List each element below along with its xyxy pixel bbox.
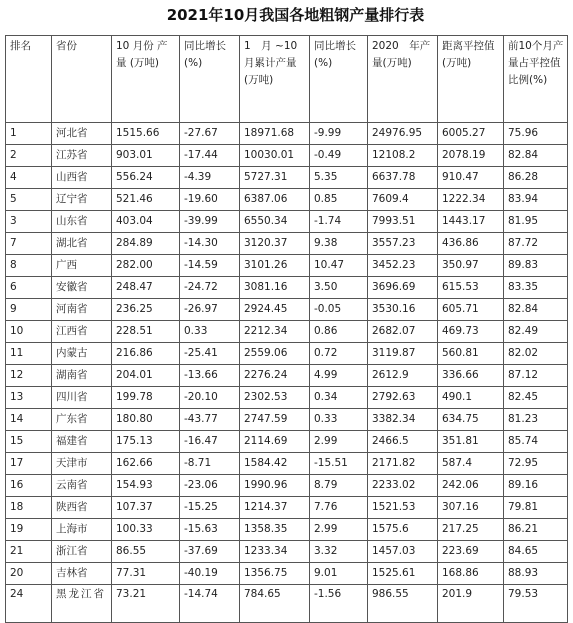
cell-cumulative-output: 1233.34 <box>240 541 310 563</box>
cell-province: 山东省 <box>52 211 112 233</box>
cell-october-output: 216.86 <box>112 343 180 365</box>
cell-october-yoy: -24.72 <box>180 277 240 299</box>
cell-rank: 20 <box>6 563 52 585</box>
cell-cap-ratio: 81.23 <box>504 409 568 431</box>
cell-gap-to-cap: 469.73 <box>438 321 504 343</box>
cell-2020-output: 24976.95 <box>368 123 438 145</box>
cell-gap-to-cap: 1222.34 <box>438 189 504 211</box>
cell-cumulative-output: 2747.59 <box>240 409 310 431</box>
cell-october-yoy: -15.63 <box>180 519 240 541</box>
cell-october-yoy: -4.39 <box>180 167 240 189</box>
cell-gap-to-cap: 605.71 <box>438 299 504 321</box>
cell-2020-output: 2612.9 <box>368 365 438 387</box>
cell-cumulative-output: 1214.37 <box>240 497 310 519</box>
cell-rank: 7 <box>6 233 52 255</box>
table-row <box>6 233 568 255</box>
cell-gap-to-cap: 2078.19 <box>438 145 504 167</box>
cell-october-yoy: -27.67 <box>180 123 240 145</box>
cell-october-output: 162.66 <box>112 453 180 475</box>
header-province: 省份 <box>52 36 112 123</box>
table-row <box>6 277 568 299</box>
cell-rank: 19 <box>6 519 52 541</box>
cell-gap-to-cap: 336.66 <box>438 365 504 387</box>
cell-cap-ratio: 83.94 <box>504 189 568 211</box>
cell-october-output: 236.25 <box>112 299 180 321</box>
cell-2020-output: 2233.02 <box>368 475 438 497</box>
cell-cap-ratio: 84.65 <box>504 541 568 563</box>
cell-rank: 4 <box>6 167 52 189</box>
cell-cumulative-yoy: 0.86 <box>310 321 368 343</box>
cell-october-output: 175.13 <box>112 431 180 453</box>
table-row <box>6 211 568 233</box>
cell-cap-ratio: 79.53 <box>504 585 568 623</box>
table-row <box>6 343 568 365</box>
cell-gap-to-cap: 307.16 <box>438 497 504 519</box>
cell-cumulative-yoy: -15.51 <box>310 453 368 475</box>
cell-cumulative-output: 2924.45 <box>240 299 310 321</box>
cell-october-yoy: -14.30 <box>180 233 240 255</box>
header-rank: 排名 <box>6 36 52 123</box>
cell-cumulative-output: 1358.35 <box>240 519 310 541</box>
cell-cumulative-yoy: 0.72 <box>310 343 368 365</box>
cell-cumulative-output: 18971.68 <box>240 123 310 145</box>
table-row <box>6 167 568 189</box>
table-row <box>6 563 568 585</box>
cell-gap-to-cap: 490.1 <box>438 387 504 409</box>
cell-cumulative-output: 3081.16 <box>240 277 310 299</box>
cell-rank: 17 <box>6 453 52 475</box>
cell-cap-ratio: 79.81 <box>504 497 568 519</box>
cell-cap-ratio: 82.84 <box>504 299 568 321</box>
cell-gap-to-cap: 223.69 <box>438 541 504 563</box>
cell-cumulative-yoy: 3.32 <box>310 541 368 563</box>
cell-province: 吉林省 <box>52 563 112 585</box>
cell-october-yoy: -16.47 <box>180 431 240 453</box>
cell-rank: 11 <box>6 343 52 365</box>
cell-cumulative-output: 2302.53 <box>240 387 310 409</box>
cell-cumulative-yoy: 7.76 <box>310 497 368 519</box>
cell-2020-output: 1457.03 <box>368 541 438 563</box>
cell-gap-to-cap: 217.25 <box>438 519 504 541</box>
cell-gap-to-cap: 350.97 <box>438 255 504 277</box>
cell-rank: 18 <box>6 497 52 519</box>
table-row <box>6 365 568 387</box>
table-row <box>6 255 568 277</box>
cell-2020-output: 3119.87 <box>368 343 438 365</box>
cell-cumulative-yoy: 0.33 <box>310 409 368 431</box>
cell-province: 河北省 <box>52 123 112 145</box>
table-row <box>6 585 568 623</box>
cell-rank: 3 <box>6 211 52 233</box>
table-row <box>6 387 568 409</box>
cell-cap-ratio: 88.93 <box>504 563 568 585</box>
cell-cap-ratio: 87.72 <box>504 233 568 255</box>
cell-gap-to-cap: 242.06 <box>438 475 504 497</box>
cell-cumulative-yoy: 3.50 <box>310 277 368 299</box>
cell-cumulative-output: 10030.01 <box>240 145 310 167</box>
cell-province: 江苏省 <box>52 145 112 167</box>
cell-cumulative-yoy: 9.01 <box>310 563 368 585</box>
cell-october-output: 107.37 <box>112 497 180 519</box>
cell-cumulative-output: 1990.96 <box>240 475 310 497</box>
cell-october-yoy: -14.59 <box>180 255 240 277</box>
steel-output-table <box>5 35 568 623</box>
cell-october-yoy: -8.71 <box>180 453 240 475</box>
cell-october-output: 282.00 <box>112 255 180 277</box>
cell-october-yoy: -23.06 <box>180 475 240 497</box>
cell-2020-output: 3557.23 <box>368 233 438 255</box>
header-cumulative-output: 1 月 ~10 月累计产量(万吨) <box>240 36 310 123</box>
table-row <box>6 475 568 497</box>
cell-october-output: 100.33 <box>112 519 180 541</box>
cell-gap-to-cap: 560.81 <box>438 343 504 365</box>
cell-cumulative-output: 784.65 <box>240 585 310 623</box>
cell-2020-output: 12108.2 <box>368 145 438 167</box>
cell-gap-to-cap: 168.86 <box>438 563 504 585</box>
cell-october-yoy: -20.10 <box>180 387 240 409</box>
cell-cap-ratio: 86.21 <box>504 519 568 541</box>
cell-october-output: 403.04 <box>112 211 180 233</box>
cell-cumulative-output: 2559.06 <box>240 343 310 365</box>
table-row <box>6 453 568 475</box>
cell-cumulative-yoy: 2.99 <box>310 431 368 453</box>
cell-rank: 6 <box>6 277 52 299</box>
cell-rank: 24 <box>6 585 52 623</box>
header-cap-ratio: 前10个月产量占平控值比例(%) <box>504 36 568 123</box>
cell-province: 广东省 <box>52 409 112 431</box>
header-row <box>6 36 568 123</box>
cell-october-output: 248.47 <box>112 277 180 299</box>
cell-october-yoy: -26.97 <box>180 299 240 321</box>
cell-october-yoy: -39.99 <box>180 211 240 233</box>
table-row <box>6 189 568 211</box>
cell-october-output: 521.46 <box>112 189 180 211</box>
cell-rank: 14 <box>6 409 52 431</box>
header-cumulative-yoy: 同比增长(%) <box>310 36 368 123</box>
cell-cap-ratio: 75.96 <box>504 123 568 145</box>
cell-gap-to-cap: 587.4 <box>438 453 504 475</box>
table-title: 2021年10月我国各地粗钢产量排行表 <box>166 6 425 24</box>
cell-2020-output: 2171.82 <box>368 453 438 475</box>
cell-october-yoy: -17.44 <box>180 145 240 167</box>
cell-cumulative-yoy: -9.99 <box>310 123 368 145</box>
cell-october-output: 199.78 <box>112 387 180 409</box>
cell-cumulative-yoy: -0.05 <box>310 299 368 321</box>
cell-2020-output: 2792.63 <box>368 387 438 409</box>
cell-rank: 9 <box>6 299 52 321</box>
cell-2020-output: 7609.4 <box>368 189 438 211</box>
cell-rank: 8 <box>6 255 52 277</box>
header-october-output: 10 月份 产 量 (万吨) <box>112 36 180 123</box>
cell-province: 上海市 <box>52 519 112 541</box>
cell-2020-output: 3530.16 <box>368 299 438 321</box>
cell-2020-output: 3696.69 <box>368 277 438 299</box>
cell-province: 江西省 <box>52 321 112 343</box>
cell-cumulative-output: 2276.24 <box>240 365 310 387</box>
cell-cap-ratio: 82.02 <box>504 343 568 365</box>
cell-cap-ratio: 85.74 <box>504 431 568 453</box>
cell-gap-to-cap: 351.81 <box>438 431 504 453</box>
cell-october-output: 228.51 <box>112 321 180 343</box>
cell-rank: 21 <box>6 541 52 563</box>
cell-cumulative-yoy: 0.34 <box>310 387 368 409</box>
cell-october-yoy: -19.60 <box>180 189 240 211</box>
cell-october-output: 903.01 <box>112 145 180 167</box>
cell-rank: 1 <box>6 123 52 145</box>
cell-cumulative-yoy: 9.38 <box>310 233 368 255</box>
cell-october-output: 556.24 <box>112 167 180 189</box>
cell-october-yoy: -13.66 <box>180 365 240 387</box>
table-row <box>6 431 568 453</box>
cell-cumulative-yoy: -0.49 <box>310 145 368 167</box>
cell-october-output: 73.21 <box>112 585 180 623</box>
cell-province: 浙江省 <box>52 541 112 563</box>
cell-province: 河南省 <box>52 299 112 321</box>
cell-october-output: 180.80 <box>112 409 180 431</box>
cell-october-yoy: -14.74 <box>180 585 240 623</box>
cell-province: 福建省 <box>52 431 112 453</box>
cell-2020-output: 1575.6 <box>368 519 438 541</box>
cell-rank: 12 <box>6 365 52 387</box>
cell-october-yoy: -25.41 <box>180 343 240 365</box>
cell-cumulative-yoy: 0.85 <box>310 189 368 211</box>
table-row <box>6 541 568 563</box>
cell-2020-output: 7993.51 <box>368 211 438 233</box>
cell-gap-to-cap: 615.53 <box>438 277 504 299</box>
cell-province: 云南省 <box>52 475 112 497</box>
cell-2020-output: 6637.78 <box>368 167 438 189</box>
header-gap-to-cap: 距离平控值(万吨) <box>438 36 504 123</box>
cell-october-output: 284.89 <box>112 233 180 255</box>
cell-cumulative-output: 1356.75 <box>240 563 310 585</box>
cell-october-output: 154.93 <box>112 475 180 497</box>
cell-cumulative-yoy: 10.47 <box>310 255 368 277</box>
table-row <box>6 299 568 321</box>
header-october-yoy: 同比增长(%) <box>180 36 240 123</box>
cell-province: 辽宁省 <box>52 189 112 211</box>
cell-2020-output: 2682.07 <box>368 321 438 343</box>
cell-cumulative-output: 2212.34 <box>240 321 310 343</box>
cell-cap-ratio: 82.84 <box>504 145 568 167</box>
cell-gap-to-cap: 6005.27 <box>438 123 504 145</box>
cell-cap-ratio: 89.16 <box>504 475 568 497</box>
cell-2020-output: 3452.23 <box>368 255 438 277</box>
cell-cumulative-yoy: 8.79 <box>310 475 368 497</box>
cell-october-output: 1515.66 <box>112 123 180 145</box>
cell-province: 陕西省 <box>52 497 112 519</box>
cell-province: 湖北省 <box>52 233 112 255</box>
cell-cumulative-yoy: 2.99 <box>310 519 368 541</box>
cell-october-yoy: -40.19 <box>180 563 240 585</box>
cell-cumulative-output: 5727.31 <box>240 167 310 189</box>
cell-rank: 10 <box>6 321 52 343</box>
cell-cap-ratio: 83.35 <box>504 277 568 299</box>
cell-province: 黑龙江省 <box>52 585 112 623</box>
cell-october-output: 86.55 <box>112 541 180 563</box>
cell-province: 广西 <box>52 255 112 277</box>
cell-cumulative-yoy: -1.74 <box>310 211 368 233</box>
table-row <box>6 145 568 167</box>
cell-2020-output: 1521.53 <box>368 497 438 519</box>
cell-october-yoy: -37.69 <box>180 541 240 563</box>
cell-2020-output: 3382.34 <box>368 409 438 431</box>
cell-cumulative-yoy: 5.35 <box>310 167 368 189</box>
cell-province: 天津市 <box>52 453 112 475</box>
cell-october-yoy: -43.77 <box>180 409 240 431</box>
header-2020-output: 2020 年产量(万吨) <box>368 36 438 123</box>
cell-cumulative-output: 3101.26 <box>240 255 310 277</box>
cell-province: 湖南省 <box>52 365 112 387</box>
cell-october-output: 77.31 <box>112 563 180 585</box>
cell-rank: 16 <box>6 475 52 497</box>
table-row <box>6 497 568 519</box>
cell-cap-ratio: 89.83 <box>504 255 568 277</box>
cell-cumulative-output: 3120.37 <box>240 233 310 255</box>
cell-cumulative-output: 2114.69 <box>240 431 310 453</box>
cell-rank: 5 <box>6 189 52 211</box>
cell-cumulative-yoy: 4.99 <box>310 365 368 387</box>
cell-cap-ratio: 82.49 <box>504 321 568 343</box>
cell-cap-ratio: 72.95 <box>504 453 568 475</box>
cell-rank: 13 <box>6 387 52 409</box>
cell-cumulative-yoy: -1.56 <box>310 585 368 623</box>
table-row <box>6 123 568 145</box>
cell-gap-to-cap: 634.75 <box>438 409 504 431</box>
cell-rank: 2 <box>6 145 52 167</box>
cell-cumulative-output: 1584.42 <box>240 453 310 475</box>
cell-cap-ratio: 81.95 <box>504 211 568 233</box>
cell-province: 安徽省 <box>52 277 112 299</box>
cell-province: 四川省 <box>52 387 112 409</box>
table-row <box>6 409 568 431</box>
cell-gap-to-cap: 910.47 <box>438 167 504 189</box>
cell-cumulative-output: 6387.06 <box>240 189 310 211</box>
cell-october-yoy: 0.33 <box>180 321 240 343</box>
cell-cumulative-output: 6550.34 <box>240 211 310 233</box>
cell-2020-output: 986.55 <box>368 585 438 623</box>
table-row <box>6 321 568 343</box>
cell-cap-ratio: 86.28 <box>504 167 568 189</box>
cell-gap-to-cap: 1443.17 <box>438 211 504 233</box>
cell-october-output: 204.01 <box>112 365 180 387</box>
table-row <box>6 519 568 541</box>
cell-province: 内蒙古 <box>52 343 112 365</box>
cell-2020-output: 1525.61 <box>368 563 438 585</box>
cell-gap-to-cap: 201.9 <box>438 585 504 623</box>
cell-2020-output: 2466.5 <box>368 431 438 453</box>
cell-province: 山西省 <box>52 167 112 189</box>
cell-cap-ratio: 87.12 <box>504 365 568 387</box>
cell-gap-to-cap: 436.86 <box>438 233 504 255</box>
cell-rank: 15 <box>6 431 52 453</box>
cell-october-yoy: -15.25 <box>180 497 240 519</box>
cell-cap-ratio: 82.45 <box>504 387 568 409</box>
